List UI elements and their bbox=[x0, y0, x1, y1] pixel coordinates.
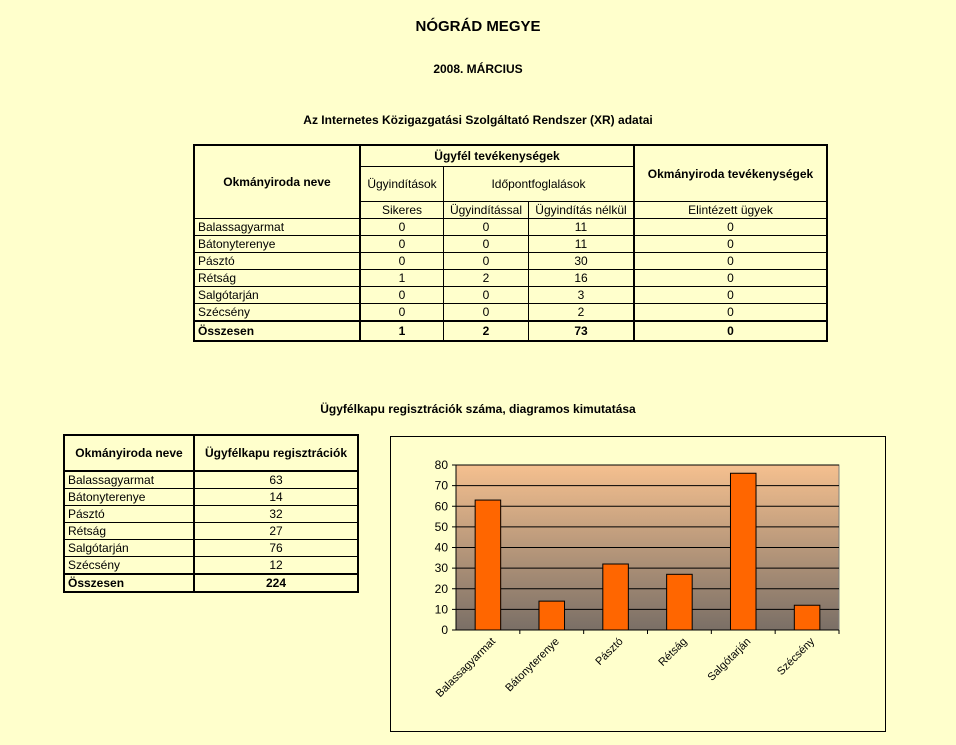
registration-table bbox=[63, 434, 359, 593]
total-label: Összesen bbox=[64, 574, 194, 592]
group-client-header: Ügyfél tevékenységek bbox=[360, 145, 634, 167]
office-name: Pásztó bbox=[64, 506, 194, 523]
table-row bbox=[64, 471, 358, 489]
total-label: Összesen bbox=[194, 321, 360, 341]
without-init-cell: 11 bbox=[529, 236, 635, 253]
bar bbox=[667, 574, 693, 630]
table-row bbox=[194, 270, 827, 287]
bar bbox=[730, 473, 756, 630]
xr-data-table bbox=[193, 144, 828, 342]
xr-table-title: Az Internetes Közigazgatási Szolgáltató Rendszer (XR) adatai bbox=[303, 113, 653, 127]
without-init-cell: 16 bbox=[529, 270, 635, 287]
bar bbox=[475, 500, 501, 630]
reg-count-cell: 14 bbox=[194, 489, 358, 506]
reg-count-cell: 32 bbox=[194, 506, 358, 523]
with-init-cell: 0 bbox=[444, 287, 529, 304]
col-without-init-header: Ügyindítás nélkül bbox=[529, 202, 635, 219]
table-row bbox=[194, 236, 827, 253]
bar bbox=[794, 605, 820, 630]
x-tick-label: Szécsény bbox=[774, 635, 818, 678]
with-init-cell: 0 bbox=[444, 304, 529, 322]
bar bbox=[539, 601, 565, 630]
x-tick-label: Rétság bbox=[656, 635, 690, 669]
office-name: Rétság bbox=[194, 270, 360, 287]
successful-cell: 0 bbox=[360, 219, 444, 236]
office-name: Szécsény bbox=[194, 304, 360, 322]
with-init-cell: 0 bbox=[444, 253, 529, 270]
successful-cell: 0 bbox=[360, 253, 444, 270]
y-tick-label: 20 bbox=[434, 581, 448, 596]
table-row bbox=[64, 540, 358, 557]
sub-initiations-header: Ügyindítások bbox=[360, 167, 444, 202]
period-subtitle: 2008. MÁRCIUS bbox=[433, 62, 523, 76]
office-name: Salgótarján bbox=[194, 287, 360, 304]
table-row bbox=[64, 506, 358, 523]
col-with-init-header: Ügyindítással bbox=[444, 202, 529, 219]
col-completed-header: Elintézett ügyek bbox=[634, 202, 827, 219]
y-tick-label: 80 bbox=[434, 458, 448, 472]
registration-chart bbox=[390, 436, 886, 732]
with-init-cell: 0 bbox=[444, 219, 529, 236]
completed-cell: 0 bbox=[634, 304, 827, 322]
completed-cell: 0 bbox=[634, 270, 827, 287]
office-name: Bátonyterenye bbox=[194, 236, 360, 253]
without-init-cell: 30 bbox=[529, 253, 635, 270]
y-tick-label: 0 bbox=[441, 623, 448, 637]
without-init-cell: 3 bbox=[529, 287, 635, 304]
table-row bbox=[194, 219, 827, 236]
x-tick-label: Pásztó bbox=[593, 635, 626, 668]
table-row bbox=[194, 287, 827, 304]
successful-cell: 1 bbox=[360, 270, 444, 287]
chart-section-title: Ügyfélkapu regisztrációk száma, diagramos kimutatása bbox=[320, 402, 636, 416]
table-row bbox=[64, 557, 358, 575]
total-successful: 1 bbox=[360, 321, 444, 341]
without-init-cell: 11 bbox=[529, 219, 635, 236]
completed-cell: 0 bbox=[634, 236, 827, 253]
reg-total-value: 224 bbox=[194, 574, 358, 592]
table-row bbox=[194, 304, 827, 322]
col-office-header: Okmányiroda neve bbox=[194, 145, 360, 219]
successful-cell: 0 bbox=[360, 236, 444, 253]
bar bbox=[603, 564, 629, 630]
total-row bbox=[194, 321, 827, 341]
x-tick-label: Salgótarján bbox=[705, 635, 754, 684]
with-init-cell: 2 bbox=[444, 270, 529, 287]
x-tick-label: Bátonyterenye bbox=[503, 635, 562, 695]
total-completed: 0 bbox=[634, 321, 827, 341]
office-name: Rétság bbox=[64, 523, 194, 540]
reg-count-cell: 76 bbox=[194, 540, 358, 557]
successful-cell: 0 bbox=[360, 287, 444, 304]
office-name: Balassagyarmat bbox=[64, 471, 194, 489]
completed-cell: 0 bbox=[634, 287, 827, 304]
sub-appointments-header: Időpontfoglalások bbox=[444, 167, 635, 202]
reg-col-count-header: Ügyfélkapu regisztrációk bbox=[194, 435, 358, 471]
y-tick-label: 50 bbox=[434, 519, 448, 534]
page-title: NÓGRÁD MEGYE bbox=[415, 18, 541, 35]
bar-chart bbox=[391, 437, 885, 731]
y-tick-label: 70 bbox=[434, 478, 448, 493]
office-name: Pásztó bbox=[194, 253, 360, 270]
office-name: Szécsény bbox=[64, 557, 194, 575]
group-office-header: Okmányiroda tevékenységek bbox=[634, 145, 827, 202]
table-row bbox=[64, 489, 358, 506]
y-tick-label: 30 bbox=[434, 561, 448, 576]
total-without-init: 73 bbox=[529, 321, 635, 341]
successful-cell: 0 bbox=[360, 304, 444, 322]
x-tick-label: Balassagyarmat bbox=[433, 635, 499, 700]
office-name: Balassagyarmat bbox=[194, 219, 360, 236]
y-tick-label: 10 bbox=[434, 602, 448, 617]
table-row bbox=[64, 523, 358, 540]
total-row bbox=[64, 574, 358, 592]
col-successful-header: Sikeres bbox=[360, 202, 444, 219]
y-tick-label: 60 bbox=[434, 499, 448, 514]
completed-cell: 0 bbox=[634, 253, 827, 270]
reg-count-cell: 12 bbox=[194, 557, 358, 575]
office-name: Salgótarján bbox=[64, 540, 194, 557]
total-with-init: 2 bbox=[444, 321, 529, 341]
office-name: Bátonyterenye bbox=[64, 489, 194, 506]
y-tick-label: 40 bbox=[434, 540, 448, 555]
reg-col-office-header: Okmányiroda neve bbox=[64, 435, 194, 471]
without-init-cell: 2 bbox=[529, 304, 635, 322]
reg-count-cell: 63 bbox=[194, 471, 358, 489]
completed-cell: 0 bbox=[634, 219, 827, 236]
with-init-cell: 0 bbox=[444, 236, 529, 253]
reg-count-cell: 27 bbox=[194, 523, 358, 540]
table-row bbox=[194, 253, 827, 270]
